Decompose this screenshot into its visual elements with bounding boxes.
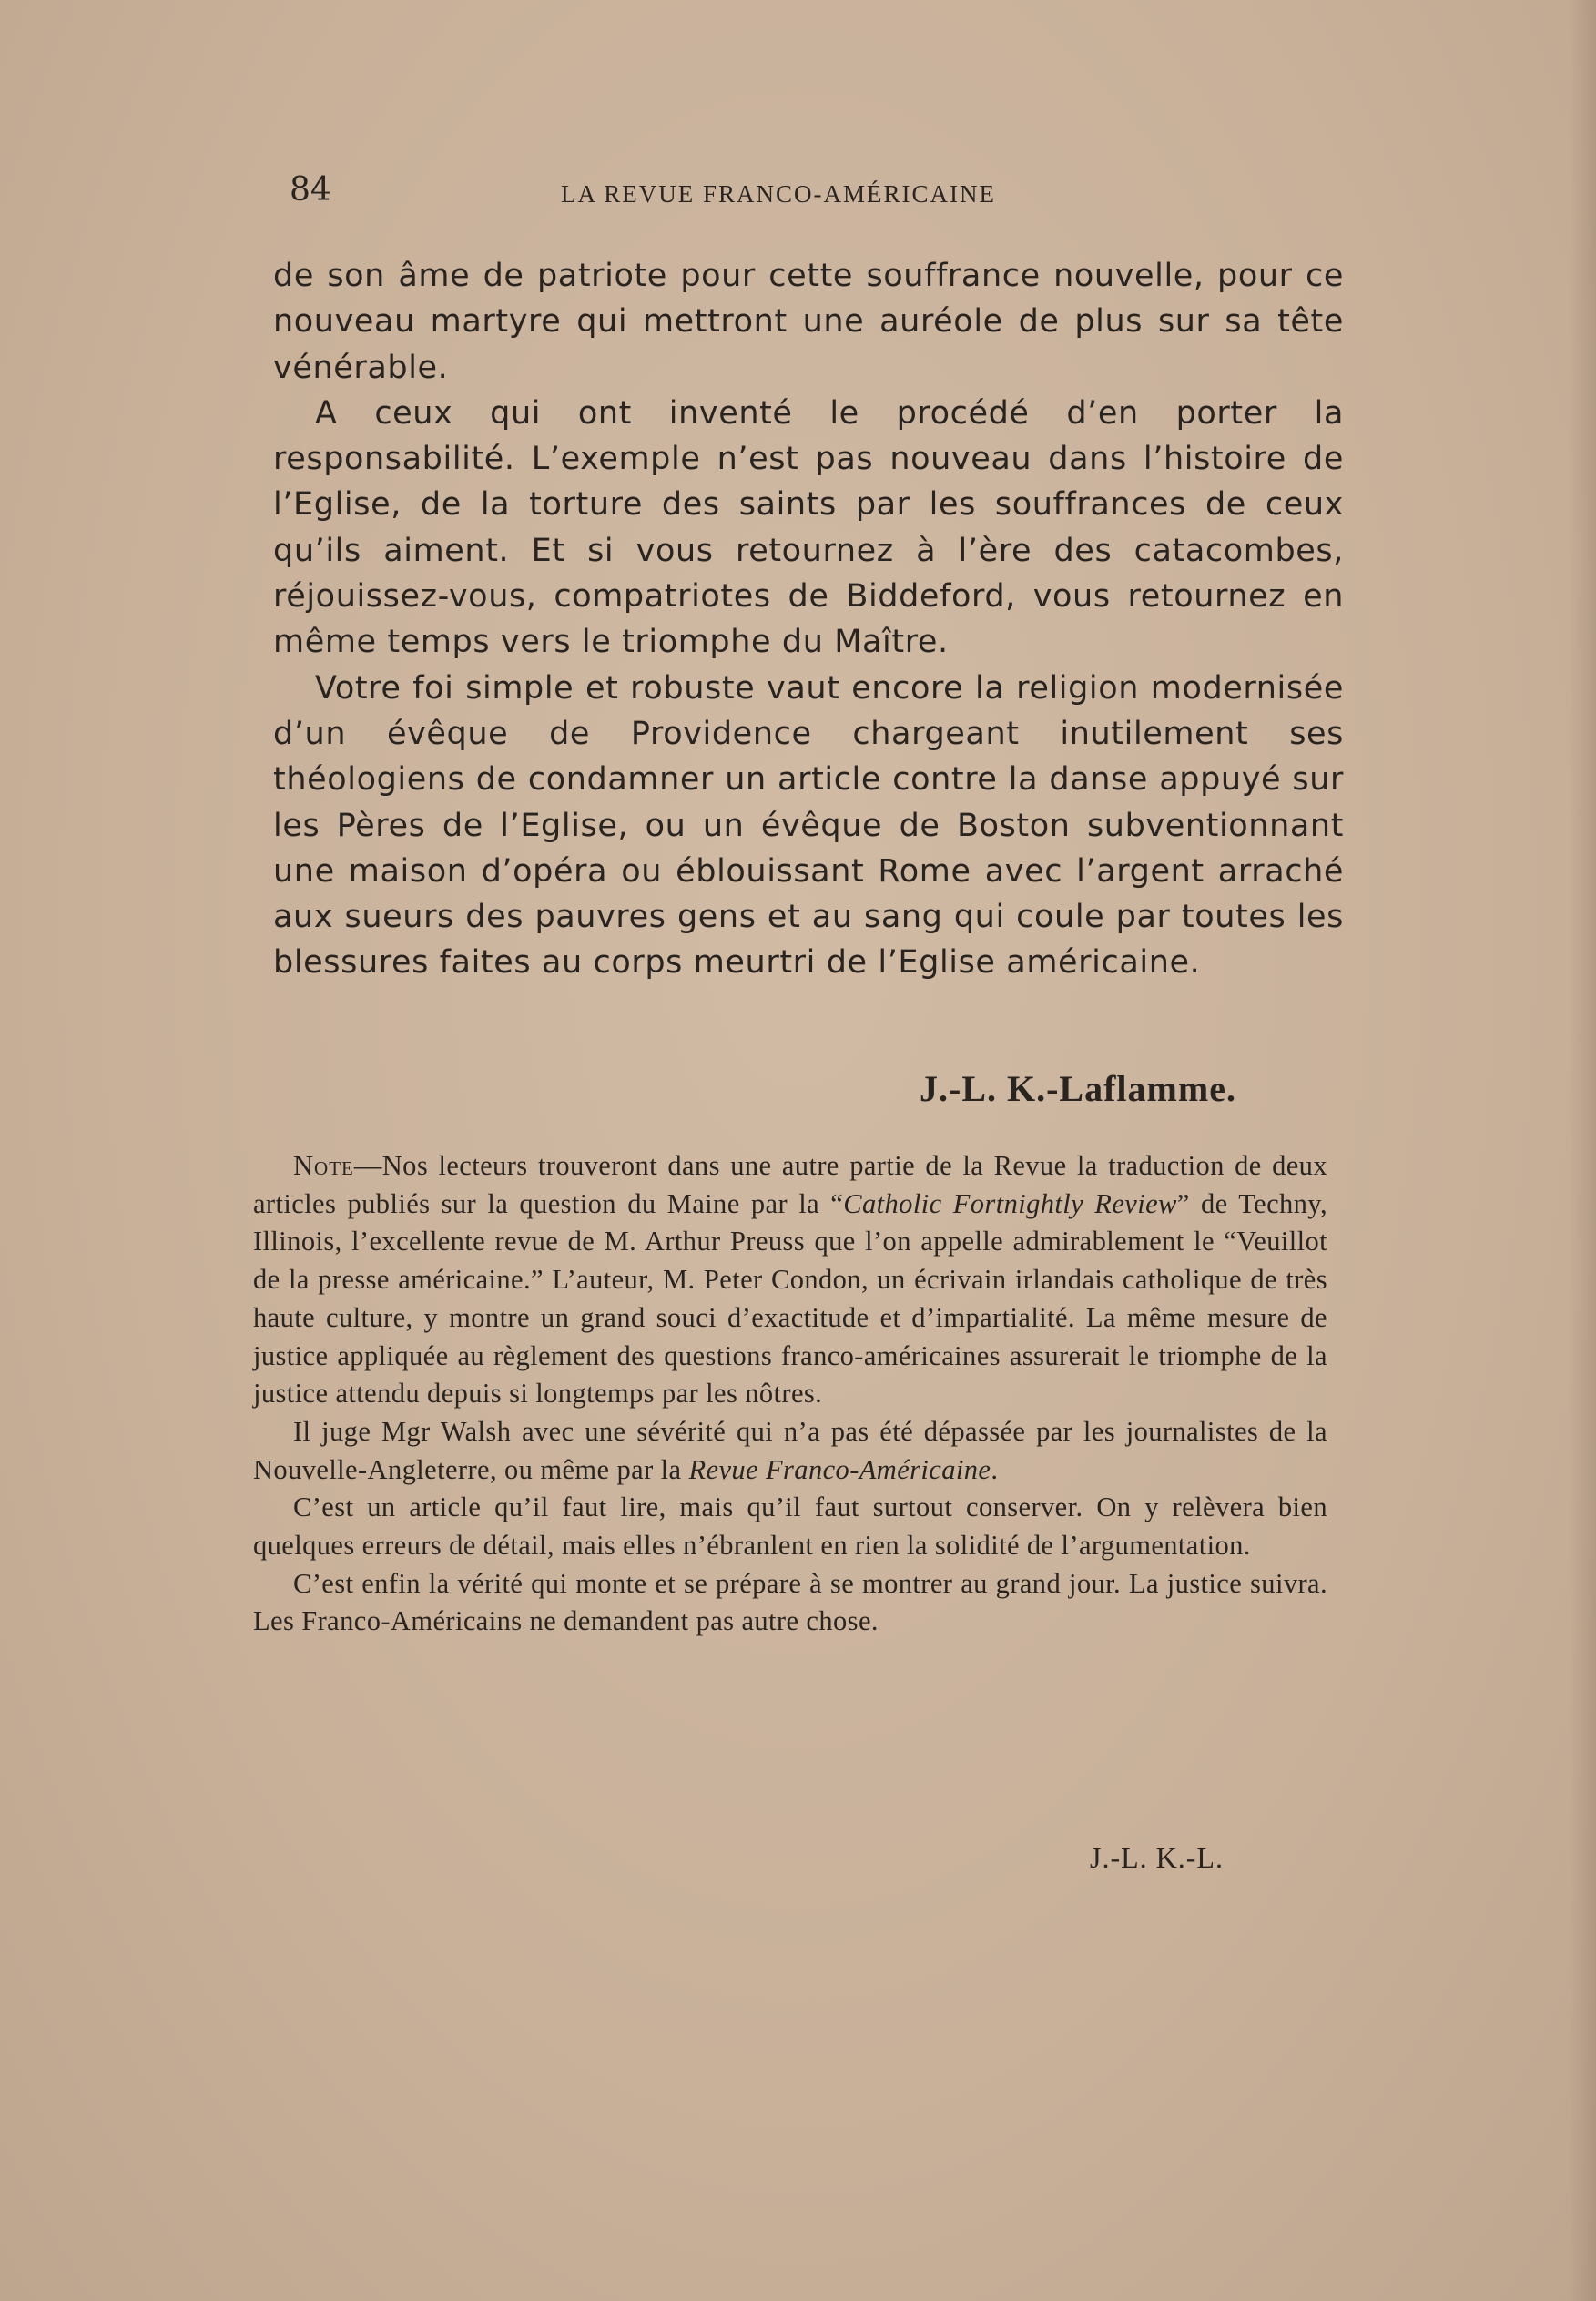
note-text: Il juge Mgr Walsh avec une sévérité qui n’a pas été dépassée par les journalistes de la Nouvelle-Angleterre, ou même par la (253, 1415, 1327, 1485)
note-text: —Nos lecteurs trouveront dans une autre partie de la Revue la traduction de deux articles publiés sur la question du Maine par la “ (253, 1150, 1327, 1219)
editor-note (253, 1147, 1327, 1641)
note-paragraph (253, 1147, 1327, 1413)
running-head (290, 171, 1337, 217)
article-body (273, 253, 1344, 986)
paragraph: Votre foi simple et robuste vaut encore la religion modernisée d’un évêque de Providence chargeant inutilement ses théologiens de condamner un article contre la danse appuyé sur les Pères de l’Eglise, ou un évêque de Boston subventionnant une maison d’opéra ou éblouissant Rome avec l’argent arraché aux sueurs des pauvres gens et au sang qui coule par toutes les blessures faites au corps meurtri de l’Eglise américaine. (273, 669, 1344, 982)
note-lead: Note (293, 1150, 354, 1181)
note-paragraph (253, 1413, 1327, 1489)
paragraph: A ceux qui ont inventé le procédé d’en porter la responsabilité. L’exemple n’est pas nouveau dans l’histoire de l’Eglise, de la torture des saints par les souffrances de ceux qu’ils aiment. Et si vous retournez à l’ère des catacombes, réjouissez-vous, compatriotes de Biddeford, vous retournez en même temps vers le triomphe du Maître. (273, 394, 1344, 661)
paragraph: de son âme de patriote pour cette souffrance nouvelle, pour ce nouveau martyre qui mettront une auréole de plus sur sa tête vénérable. (273, 258, 1344, 386)
note-paragraph: C’est un article qu’il faut lire, mais qu’il faut surtout conserver. On y relèvera bien quelques erreurs de détail, mais elles n’ébranlent en rien la solidité de l’argumentation. (253, 1492, 1327, 1562)
note-text: . (991, 1453, 999, 1485)
note-text: ” de Techny, Illinois, l’excellente revue de M. Arthur Preuss que l’on appelle admirablement le “Veuillot de la presse américaine.” L’auteur, M. Peter Condon, un écrivain irlandais catholique de très haute culture, y montre un grand souci d’exactitude et d’impartialité. La même mesure de justice appliquée au règlement des questions franco-américaines assurerait le triomphe de la justice attendu depuis si longtemps par les nôtres. (253, 1187, 1327, 1410)
journal-title: LA REVUE FRANCO-AMÉRICAINE (561, 180, 997, 208)
note-publication-title: Revue Franco-Américaine (688, 1453, 991, 1485)
page-number: 84 (290, 171, 331, 209)
author-signature: J.-L. K.-Laflamme. (920, 1068, 1236, 1109)
note-signature: J.-L. K.-L. (1090, 1841, 1224, 1874)
note-paragraph: C’est enfin la vérité qui monte et se prépare à se montrer au grand jour. La justice suivra. Les Franco-Américains ne demandent pas autre chose. (253, 1567, 1327, 1637)
note-publication-title: Catholic Fortnightly Review (843, 1187, 1177, 1219)
